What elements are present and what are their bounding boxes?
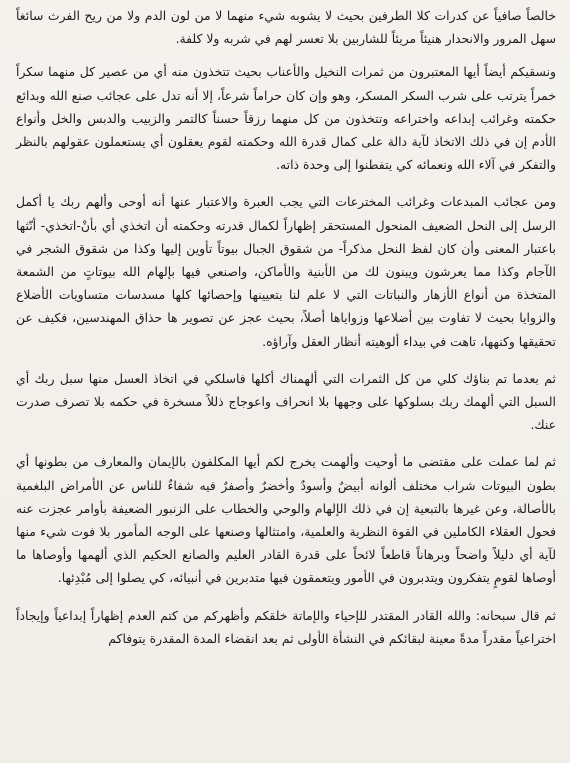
paragraph-6: ثم قال سبحانه: والله القادر المقتدر للإحياء والإماتة خلقكم وأظهركم من كتم العدم إظهاراً إبداعياً وإيجاداً اختراعياً مقدراً مدةً معينة لبقائكم في النشأة الأولى ثم بعد انقضاء المدة المقدرة يتوفاكم xyxy=(16,607,556,646)
paragraph-1: خالصاً صافياً عن كدرات كلا الطرفين بحيث لا يشوبه شيء منهما لا من لون الدم ولا من ريح الفرث سائغاً سهل المرور والانحدار هنيئاً مريئاً للشاربين بلا تعسر لهم في شربه ولا كلفة. xyxy=(16,8,556,47)
paragraph-4: ثم بعدما تم بناؤك كلي من كل الثمرات التي ألهمناك أكلها فاسلكي في اتخاذ العسل منها سبل ربك أي السبل التي ألهمك ربك بسلوكها على وجهها بلا انحراف واعوجاج ذللاً مسخرة في حكمه بلا تصرف صدرت عنك. xyxy=(16,370,556,433)
paragraph-3: ومن عجائب المبدعات وغرائب المخترعات التي يجب العبرة والاعتبار عنها أنه أوحى وألهم ربك يا أكمل الرسل إلى النحل الضعيف المنحول المستحقر إظهاراً لكمال قدرته وحكمته أن اتخذي أي بأنْ-اتخذي- أنّثها باعتبار المعنى وأن كان لفظ النحل مذكراً- من شقوق الجبال بيوتاً تأوين إليها وكذا من شقوق الشجر في الآجام وكذا مما يعرشون ويبنون لك من الأبنية والأماكن، واصنعي فيها بإلهام الله بيوتاتٍ من الشمعة المتخذة من أنواع الأزهار والنباتات التي لا علم لنا بتعيينها وإحصائها كلها مسدسات متساويات الأضلاع والزوايا بحيث لا تفاوت بين أضلاعها وزواياها أصلاً، بحيث عجز عن تصوير ها حذاق المهندسين، فكيف عن تحقيقها وكنهها، تاهت في بيداء ألوهيته أنظار العقل وآراؤه. xyxy=(16,194,556,349)
paragraph-5: ثم لما عملت على مقتضى ما أوحيت وألهمت يخرج لكم أيها المكلفون بالإيمان والمعارف من بطونها أي بطون البيوتات شراب مختلف ألوانه أبيضٌ وأسودٌ وأخضرٌ وأصفرٌ فيه شفاءٌ للناس عن الأمراض البلغمية بالأصالة، وعن غيرها بالتبعية إن في ذلك الإلهام والوحي والخطاب على الزنبور الضعيفة بأوامر عجزت عنه فحول العقلاء الكاملين في القوة النظرية والعلمية، وامتثالها وصنعها على الوجه المأمور بلا فوت شيء منها لآية أي دليلاً واضحاً وبرهاناً قاطعاً لائحاً على قدرة القادر العليم والصانع الحكيم الذي ألهمها وأوصاها ما أوصاها لقومٍ يتفكرون ويتدبرون في الأمور ويتعمقون فيها متدبرين في أنبيائه، كي يصلوا إلى مُبْدِئها. xyxy=(16,454,556,586)
paragraph-2: ونسقيكم أيضاً أيها المعتبرون من ثمرات النخيل والأعناب بحيث تتخذون منه أي من عصير كل منهما سكراً خمراً يترتب على شرب السكر المسكر، وهو وإن كان حراماً شرعاً، إلا أنه تدل على عجائب صنع الله وبدائع حكمته وغرائب إبداعه واختراعه وتتخذون من كل منهما رزقاً حسناً كالتمر والزبيب والدبس والخل وأنواع الأدم إن في ذلك الاتخاذ لآية دالة على كمال قدرة الله وحكمته لقوم يعقلون أي يستعملون عقولهم بالنظر والتفكر في آلاء الله ونعمائه كي يتفطنوا إلى وحدة ذاته. xyxy=(16,64,556,173)
